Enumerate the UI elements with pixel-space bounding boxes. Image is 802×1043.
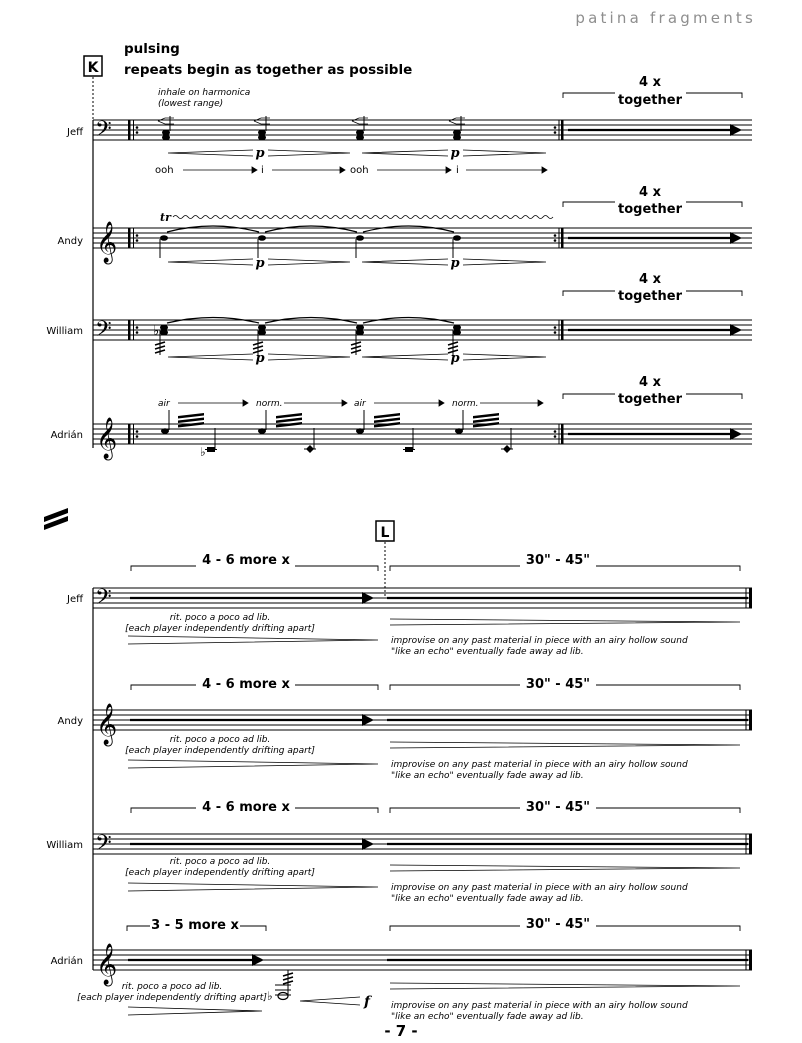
note — [403, 428, 415, 452]
note — [258, 235, 266, 258]
continuation-arrow — [568, 232, 742, 244]
system-separator-icon — [44, 508, 68, 530]
note — [453, 235, 461, 258]
staff-andy — [58, 185, 752, 271]
note — [160, 235, 168, 258]
rehearsal-mark-l: L — [380, 525, 390, 541]
treble-clef-icon: 𝄞 — [96, 704, 118, 745]
drift-arrow — [130, 592, 374, 604]
note — [455, 410, 463, 434]
trill-icon: tr — [160, 211, 171, 224]
drift-arrow — [128, 954, 264, 966]
improv-text-line2: "like an echo" eventually fade away ad lib. — [391, 894, 584, 904]
staff-jeff-2 — [66, 553, 752, 657]
dynamic-p: p — [450, 256, 460, 271]
flat-icon: ♭ — [267, 989, 273, 1003]
system-1 — [46, 41, 752, 460]
technique-text-line2: (lowest range) — [158, 99, 224, 109]
instrument-label-william: William — [46, 326, 83, 337]
technique-text-line1: inhale on harmonica — [158, 88, 251, 98]
dynamic-p: p — [450, 351, 460, 366]
note — [161, 410, 169, 434]
repeat-count: 4 x — [639, 375, 661, 390]
system-2 — [46, 521, 752, 1022]
mode-norm: norm. — [452, 399, 479, 409]
improv-text-line2: "like an echo" eventually fade away ad lib. — [391, 771, 584, 781]
repeat-count: 4 x — [639, 272, 661, 287]
trill-wavy-line — [173, 216, 553, 219]
bass-clef-icon: 𝄢 — [95, 831, 112, 861]
staff-jeff — [66, 75, 752, 176]
trill-notes — [160, 235, 461, 258]
treble-clef-icon: 𝄞 — [96, 222, 118, 263]
continuation-arrow — [568, 428, 742, 440]
tremolo-beams — [276, 413, 302, 428]
bass-clef-icon: 𝄢 — [95, 585, 112, 615]
note — [258, 410, 266, 434]
duration-label: 30" - 45" — [525, 800, 591, 815]
bass-clef-icon: 𝄢 — [95, 117, 112, 147]
tempo-marking-line1: pulsing — [124, 41, 180, 57]
dynamic-p: p — [255, 351, 265, 366]
mode-air: air — [158, 399, 170, 409]
hairpins-jeff — [168, 150, 546, 156]
dynamic-p: p — [450, 146, 460, 161]
diminuendo-hairpin — [390, 983, 740, 989]
staff-adrian-2 — [51, 917, 752, 1022]
rit-text-line1: rit. poco a poco ad lib. — [169, 857, 271, 867]
final-note — [267, 970, 293, 1003]
instrument-label-adrian: Adrián — [50, 956, 83, 967]
rit-text-line2: [each player independently drifting apart] — [125, 868, 315, 878]
duration-label: 30" - 45" — [525, 917, 591, 932]
staff-william — [46, 272, 752, 366]
instrument-label-william: William — [46, 840, 83, 851]
dynamic-p: p — [255, 146, 265, 161]
diminuendo-hairpin — [390, 742, 740, 748]
improv-text-line2: "like an echo" eventually fade away ad lib. — [391, 1012, 584, 1022]
rit-text-line2: [each player independently drifting apart] — [77, 993, 267, 1003]
more-count: 4 - 6 more x — [202, 553, 290, 568]
repeat-word: together — [618, 202, 682, 217]
repeat-count: 4 x — [639, 75, 661, 90]
rit-text-line1: rit. poco a poco ad lib. — [169, 613, 271, 623]
rehearsal-mark-k: K — [87, 60, 99, 76]
instrument-label-jeff: Jeff — [67, 127, 83, 138]
note — [205, 428, 217, 452]
tremolo-beams — [473, 413, 499, 428]
instrument-label-andy: Andy — [57, 236, 83, 247]
improv-text-line2: "like an echo" eventually fade away ad lib. — [391, 647, 584, 657]
tremolo-beams — [178, 413, 204, 428]
repeat-word: together — [618, 392, 682, 407]
treble-clef-icon: 𝄞 — [96, 944, 118, 985]
diminuendo-hairpin — [390, 865, 740, 871]
flat-icon: ♭ — [200, 445, 206, 459]
continuation-arrow — [568, 324, 742, 336]
instrument-label-andy: Andy — [57, 716, 83, 727]
more-count: 4 - 6 more x — [202, 677, 290, 692]
improv-text-line1: improvise on any past material in piece with an airy hollow sound — [391, 883, 688, 893]
more-count: 4 - 6 more x — [202, 800, 290, 815]
mode-norm: norm. — [256, 399, 283, 409]
dynamic-f: f — [364, 994, 371, 1010]
note — [501, 428, 513, 453]
vowel-ooh: ooh — [155, 165, 174, 176]
diminuendo-hairpin — [128, 883, 378, 891]
crescendo-hairpin — [300, 997, 360, 1005]
more-count-adrian: 3 - 5 more x — [151, 918, 239, 933]
instrument-label-adrian: Adrián — [50, 430, 83, 441]
page-number: - 7 - — [384, 1022, 418, 1040]
rit-text-line2: [each player independently drifting apart] — [125, 746, 315, 756]
staff-william-2 — [46, 800, 752, 904]
vowel-i: i — [261, 165, 264, 176]
improv-text-line1: improvise on any past material in piece with an airy hollow sound — [391, 1001, 688, 1011]
diminuendo-hairpin — [390, 619, 740, 625]
flat-icon: ♭ — [153, 324, 160, 339]
repeat-word: together — [618, 289, 682, 304]
note — [356, 235, 364, 258]
diminuendo-hairpin — [128, 1007, 262, 1015]
repeat-word: together — [618, 93, 682, 108]
vowel-i: i — [456, 165, 459, 176]
diminuendo-hairpin — [128, 636, 378, 644]
instrument-label-jeff: Jeff — [67, 594, 83, 605]
adrian-notes — [161, 410, 513, 459]
diminuendo-hairpin — [128, 760, 378, 768]
hairpins-andy — [168, 259, 546, 265]
tremolo-beams — [374, 413, 400, 428]
treble-clef-icon: 𝄞 — [96, 418, 118, 459]
improv-text-line1: improvise on any past material in piece with an airy hollow sound — [391, 636, 688, 646]
mode-air: air — [354, 399, 366, 409]
hairpins-william — [168, 354, 546, 360]
staff-andy-2 — [58, 677, 752, 781]
tempo-marking-line2: repeats begin as together as possible — [124, 62, 413, 78]
rit-text-line1: rit. poco a poco ad lib. — [169, 735, 271, 745]
improv-text-line1: improvise on any past material in piece with an airy hollow sound — [391, 760, 688, 770]
page-header-title: patina fragments — [575, 9, 756, 27]
continuation-arrow — [568, 124, 742, 136]
duration-label: 30" - 45" — [525, 677, 591, 692]
ties-andy — [167, 226, 454, 232]
note — [304, 428, 316, 453]
dynamic-p: p — [255, 256, 265, 271]
vowel-ooh: ooh — [350, 165, 369, 176]
drift-arrow — [130, 714, 374, 726]
staff-adrian — [51, 375, 752, 460]
bass-clef-icon: 𝄢 — [95, 317, 112, 347]
duration-label: 30" - 45" — [525, 553, 591, 568]
rit-text-line2: [each player independently drifting apart] — [125, 624, 315, 634]
note — [356, 410, 364, 434]
repeat-count: 4 x — [639, 185, 661, 200]
rit-text-line1: rit. poco a poco ad lib. — [121, 982, 223, 992]
drift-arrow — [130, 838, 374, 850]
